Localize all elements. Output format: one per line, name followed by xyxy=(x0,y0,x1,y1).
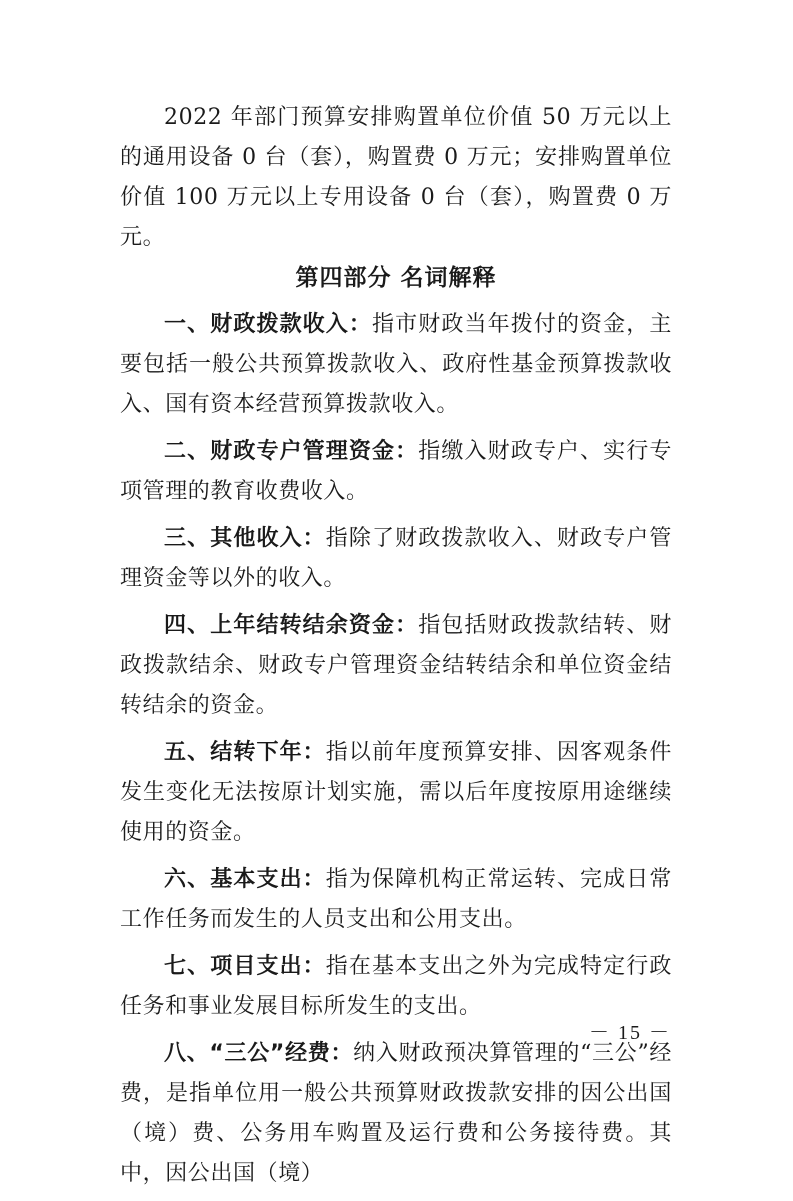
definition-text: 指在基本支出之外为完成特定行政任务和事业发展目标所发生的支出。 xyxy=(120,954,672,1019)
definition-term: 八、“三公”经费： xyxy=(164,1041,354,1066)
definition-text: 指包括财政拨款结转、财政拨款结余、财政专户管理资金结转结余和单位资金结转结余的资金。 xyxy=(120,613,672,718)
definition-paragraph xyxy=(120,733,672,853)
section-title: 第四部分 名词解释 xyxy=(295,265,497,291)
definition-paragraph xyxy=(120,947,672,1027)
definition-text: 指除了财政拨款收入、财政专户管理资金等以外的收入。 xyxy=(120,526,672,591)
definition-paragraph xyxy=(120,519,672,599)
definition-paragraph xyxy=(120,305,672,425)
definition-term: 一、财政拨款收入： xyxy=(164,312,373,337)
definition-term: 四、上年结转结余资金： xyxy=(164,613,419,638)
page-number: － 15 － xyxy=(589,1022,671,1044)
definition-paragraph xyxy=(120,860,672,940)
definition-text: 指市财政当年拨付的资金，主要包括一般公共预算拨款收入、政府性基金预算拨款收入、国有资本经营预算拨款收入。 xyxy=(120,312,672,417)
definition-term: 七、项目支出： xyxy=(164,954,326,979)
definition-term: 三、其他收入： xyxy=(164,526,326,551)
definition-text: 指缴入财政专户、实行专项管理的教育收费收入。 xyxy=(120,439,672,504)
definition-text: 指以前年度预算安排、因客观条件发生变化无法按原计划实施，需以后年度按原用途继续使用的资金。 xyxy=(120,740,672,845)
definition-term: 六、基本支出： xyxy=(164,867,326,892)
definition-text: 指为保障机构正常运转、完成日常工作任务而发生的人员支出和公用支出。 xyxy=(120,867,672,932)
definition-paragraph xyxy=(120,606,672,726)
definition-paragraph xyxy=(120,432,672,512)
definition-term: 五、结转下年： xyxy=(164,740,326,765)
intro-paragraph: 2022 年部门预算安排购置单位价值 50 万元以上的通用设备 0 台（套），购置费 0 万元；安排购置单位价值 100 万元以上专用设备 0 台（套），购置费 0 万元。 xyxy=(120,105,672,250)
definition-term: 二、财政专户管理资金： xyxy=(164,439,419,464)
definition-text: 纳入财政预决算管理的“三公”经费，是指单位用一般公共预算财政拨款安排的因公出国（境）费、公务用车购置及运行费和公务接待费。其中，因公出国（境） xyxy=(120,1041,672,1186)
definition-paragraph xyxy=(120,1034,672,1194)
